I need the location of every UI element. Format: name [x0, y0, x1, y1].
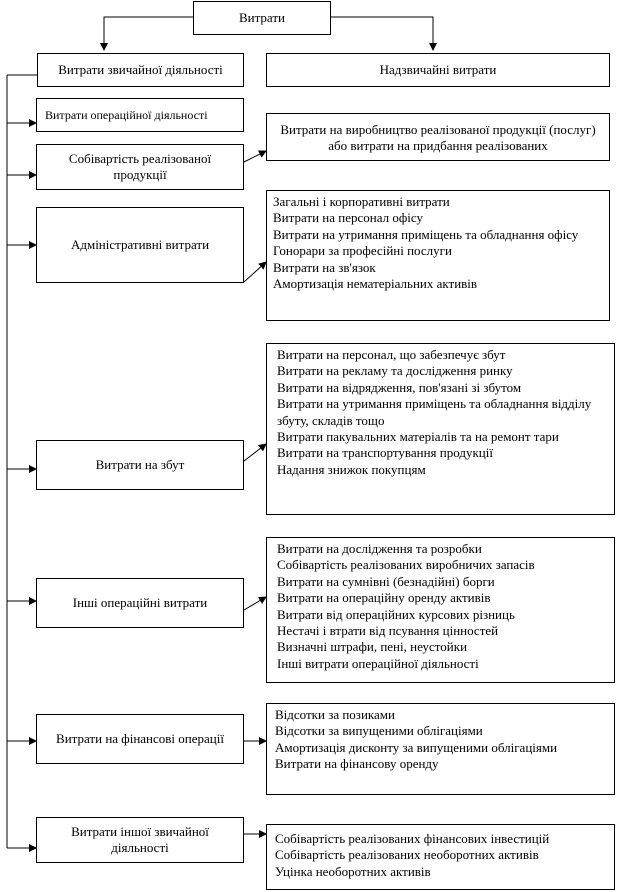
arrow-other-op-detail: [244, 597, 266, 610]
detail-item: Витрати на сумнівні (безнадійні) борги: [277, 573, 495, 589]
detail-item: Собівартість реалізованих фінансових інвестицій: [275, 831, 550, 846]
detail-item: Витрати на утримання приміщень та обладнання офісу: [273, 226, 579, 242]
detail-item: Витрати на персонал, що забезпечує збут: [277, 347, 506, 362]
detail-item: Уцінка необоротних активів: [275, 863, 431, 879]
detail-item: Визначні штрафи, пені, неустойки: [277, 639, 468, 655]
detail-item: Витрати пакувальних матеріалів та на ремонт тари: [277, 429, 559, 445]
detail-item: Нестачі і втрати від псування цінностей: [277, 623, 499, 639]
arrow-root-ordinary: [104, 17, 193, 50]
detail-item: Витрати на відрядження, пов'язані зі збутом: [277, 379, 522, 395]
arrow-sales-detail: [244, 444, 266, 461]
cogs-box: [36, 144, 244, 190]
detail-item: Витрати на персонал офісу: [273, 210, 423, 226]
extraordinary-label: Надзвичайні витрати: [379, 62, 497, 77]
financial-detail-box: [266, 703, 615, 795]
other-ord-box: [36, 817, 244, 863]
detail-item: Витрати на виробництво реалізованої продукції (послуг) або витрати на придбання реалізованих: [280, 122, 596, 154]
admin-detail-box: [266, 190, 610, 321]
detail-item: Собівартість реалізованих необоротних активів: [275, 847, 539, 863]
ordinary-label: Витрати звичайної діяльності: [58, 62, 223, 77]
detail-item: Витрати на фінансову оренду: [275, 756, 439, 772]
operational-box: [36, 98, 244, 132]
root-label: Витрати: [238, 10, 286, 25]
detail-item: Витрати на операційну оренду активів: [277, 590, 491, 606]
other-op-title: Інші операційні витрати: [72, 595, 208, 610]
arrow-cogs-detail: [244, 151, 266, 162]
detail-item: Витрати на дослідження та розробки: [277, 541, 482, 556]
sales-box: [36, 440, 244, 490]
detail-item: Амортизація дисконту за випущеними облігаціями: [275, 739, 558, 755]
detail-item: Амортизація нематеріальних активів: [273, 276, 478, 292]
admin-box: [36, 207, 244, 283]
cogs-title: Собівартість реалізованої продукції: [68, 151, 212, 182]
sales-detail-box: [266, 343, 615, 515]
detail-item: Витрати на рекламу та дослідження ринку: [277, 363, 513, 379]
arrow-root-extraordinary: [331, 17, 433, 50]
detail-item: Інші витрати операційної діяльності: [277, 655, 479, 671]
detail-item: Загальні і корпоративні витрати: [273, 194, 450, 209]
detail-item: Витрати від операційних курсових різниць: [277, 606, 515, 622]
ordinary-box: [37, 53, 244, 87]
detail-item: Гонорари за професійні послуги: [273, 243, 452, 259]
admin-title: Адміністративні витрати: [70, 237, 210, 252]
financial-box: [36, 714, 244, 764]
operational-label: Витрати операційної діяльності: [45, 107, 208, 122]
cogs-detail-box: [266, 113, 610, 161]
detail-item: Надання знижок покупцям: [277, 461, 426, 477]
detail-item: Собівартість реалізованих виробничих запасів: [277, 557, 535, 573]
other-op-detail-box: [266, 537, 615, 683]
other-op-box: [36, 578, 244, 628]
root-box: [193, 1, 331, 35]
detail-item: Витрати на зв'язок: [273, 259, 376, 275]
financial-title: Витрати на фінансові операції: [56, 731, 224, 746]
detail-item: Відсотки за позиками: [275, 707, 395, 722]
detail-item: Відсотки за випущеними облігаціями: [275, 723, 483, 739]
other-ord-detail-box: [266, 824, 615, 890]
detail-item: Витрати на транспортування продукції: [277, 445, 493, 461]
arrow-admin-detail: [244, 262, 266, 282]
sales-title: Витрати на збут: [95, 457, 185, 472]
other-ord-title: Витрати іншої звичайної діяльності: [71, 824, 209, 855]
detail-item: Витрати на утримання приміщень та обладнання відділу збуту, складів тощо: [277, 396, 592, 428]
extraordinary-box: [266, 53, 610, 87]
